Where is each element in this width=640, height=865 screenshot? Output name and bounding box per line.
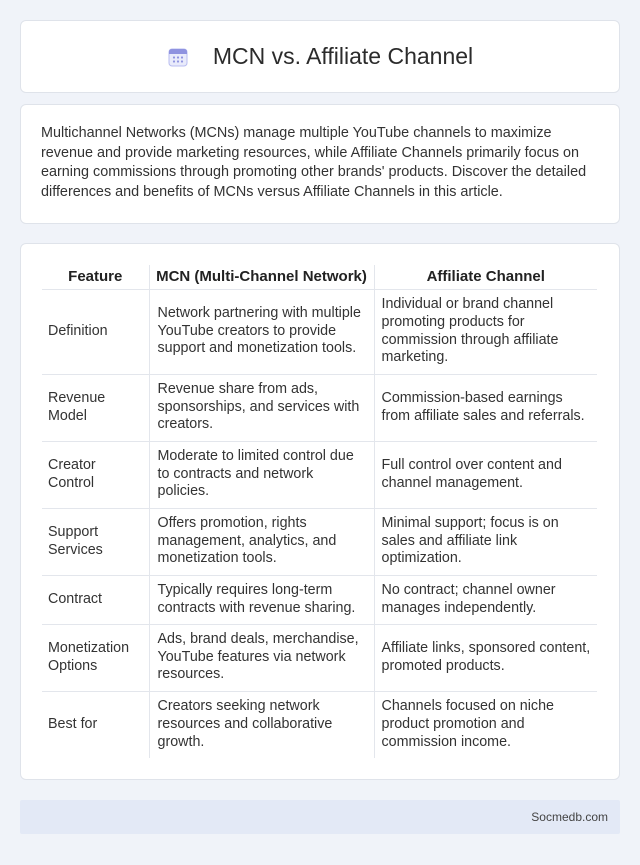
intro-paragraph: Multichannel Networks (MCNs) manage multiple YouTube channels to maximize revenue and provide marketing resources, while Affiliate Channels primarily focus on earning commissions through promoting other brands' products. Discover the detailed differences and benefits of MCNs versus Affiliate Channels in this article. [41,125,587,200]
row-feature: Creator Control [42,441,149,508]
column-header-feature: Feature [42,265,149,289]
row-feature: Definition [42,289,149,374]
row-mcn: Ads, brand deals, merchandise, YouTube features via network resources. [149,624,374,691]
row-mcn: Network partnering with multiple YouTube creators to provide support and monetization tools. [149,289,374,374]
calendar-icon [167,46,189,68]
row-mcn: Moderate to limited control due to contracts and network policies. [149,441,374,508]
row-affiliate: Individual or brand channel promoting products for commission through affiliate marketing. [374,289,597,374]
title-card [20,20,620,93]
column-header-affiliate: Affiliate Channel [374,265,597,289]
footer-bar [20,800,620,834]
row-affiliate: Minimal support; focus is on sales and affiliate link optimization. [374,508,597,575]
footer-site-link[interactable]: Socmedb.com [531,810,608,824]
row-affiliate: Full control over content and channel management. [374,441,597,508]
row-feature: Monetization Options [42,624,149,691]
row-mcn: Offers promotion, rights management, analytics, and monetization tools. [149,508,374,575]
intro-card [20,104,620,224]
table-row [42,575,597,624]
row-affiliate: Channels focused on niche product promotion and commission income. [374,691,597,758]
row-feature: Best for [48,715,98,732]
row-affiliate: Affiliate links, sponsored content, promoted products. [374,624,597,691]
row-affiliate: Commission-based earnings from affiliate sales and referrals. [374,374,597,441]
column-header-mcn: MCN (Multi-Channel Network) [149,265,374,289]
row-mcn: Revenue share from ads, sponsorships, and services with creators. [149,374,374,441]
table-row [42,508,597,575]
row-mcn: Creators seeking network resources and collaborative growth. [149,691,374,758]
row-mcn: Typically requires long-term contracts with revenue sharing. [149,575,374,624]
table-row [42,691,597,758]
table-row [42,624,597,691]
table-header-row [42,265,597,289]
row-feature: Contract [42,575,149,624]
page-title: MCN vs. Affiliate Channel [212,43,474,69]
comparison-table [42,265,597,758]
table-row [42,374,597,441]
row-affiliate: No contract; channel owner manages independently. [374,575,597,624]
comparison-card [20,243,620,780]
table-row [42,289,597,374]
table-row [42,441,597,508]
row-feature: Support Services [42,508,149,575]
row-feature: Revenue Model [42,374,149,441]
